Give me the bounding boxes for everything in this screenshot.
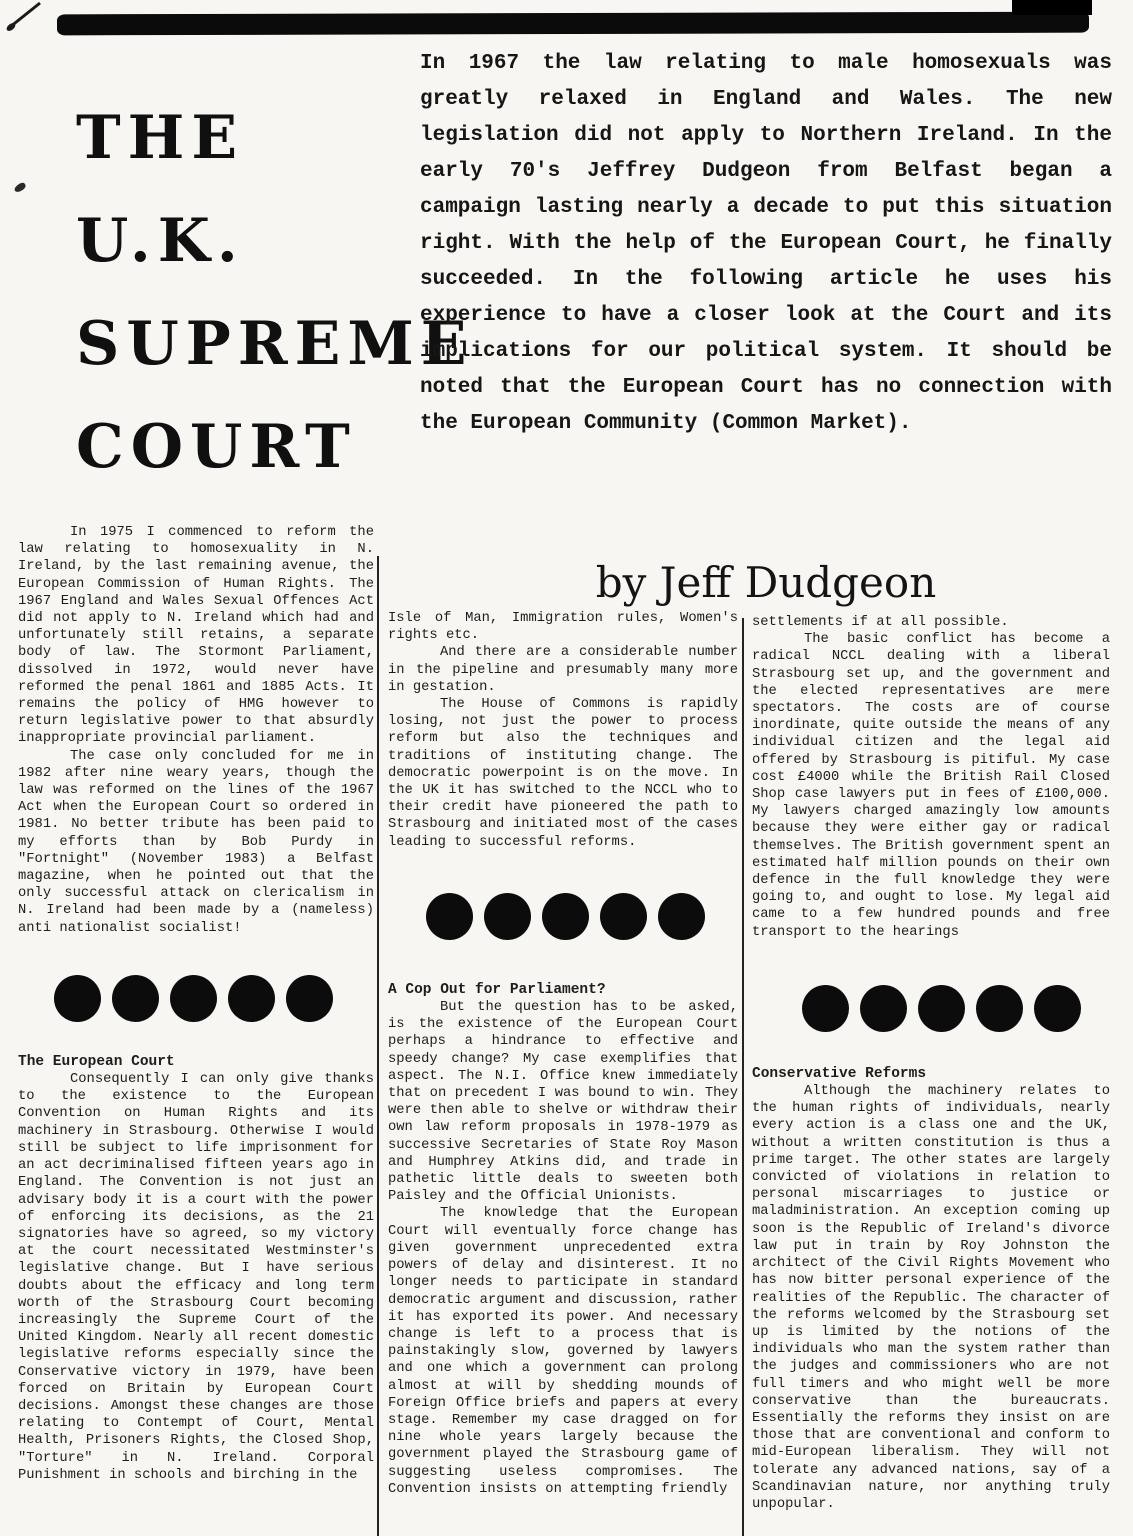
column-middle: [388, 610, 738, 1498]
section-heading-conservative-reforms: Conservative Reforms: [752, 1065, 927, 1082]
section-heading-european-court: The European Court: [18, 1053, 175, 1070]
paragraph: settlements if at all possible.: [752, 615, 1009, 630]
paragraph: The case only concluded for me in 1982 after nine weary years, though the law was reformed on the lines of the 1967 Act when the European Court so ordered in 1981. No better tribute has been paid to my efforts than by Bob Purdy in "Fortnight" (November 1983) a Belfast magazine, when he pointed out that the only successful attack on clericalism in N. Ireland had been made by a (nameless) anti nationalist socialist!: [18, 748, 374, 936]
paragraph: The basic conflict has become a radical NCCL dealing with a liberal Strasbourg set up, and the government and the elected representatives are mere spectators. The costs are of course inordinate, quite outside the means of any individual citizen and the legal aid offered by Strasbourg is pitiful. My case cost £4000 while the British Rail Closed Shop case lawyers put in fees of £100,000. My lawyers charged amazingly low amounts because they were either gay or radical themselves. The British government spent an estimated half million pounds on their own defence in the full knowledge they were going to, and ought to lose. My legal aid came to a few hundred pounds and free transport to the hearings: [752, 632, 1110, 940]
paragraph: Although the machinery relates to the human rights of individuals, nearly every action is a class one and the UK, without a written constitution is thus a prime target. The other states are largely convicted of violations in relation to personal miscarriages to justice or maladministration. An exception coming up soon is the Republic of Ireland's divorce law put in train by Roy Johnston the architect of the Civil Rights Movement who has now bitter personal experience of the realities of the Republic. The character of the reforms welcomed by the Strasbourg set up is limited by the notions of the individuals who man the system rather than the judges and commissioners who are not full timers and who might well be more conservative than the bureaucrats. Essentially the reforms they insist on are those that are conventional and conform to mid-European liberalism. They will not tolerate any advanced nations, say of a Scandinavian nature, nor anything truly unpopular.: [752, 1084, 1110, 1512]
dot: [600, 893, 647, 940]
pen-stroke-mark: [2, 0, 46, 34]
column-right: [752, 614, 1110, 1513]
paragraph: Isle of Man, Immigration rules, Women's rights etc.: [388, 611, 738, 644]
title-line-uk: U.K.: [76, 206, 245, 276]
column-divider-right: [742, 618, 744, 1536]
dots-divider: [426, 893, 738, 940]
dot: [228, 975, 275, 1022]
title-line-the: THE: [76, 103, 245, 173]
dot: [918, 985, 965, 1032]
article-title: [76, 102, 474, 514]
paragraph: The House of Commons is rapidly losing, not just the power to process reform but also the techniques and traditions of instituting change. The democratic powerpoint is on the move. In the UK it has switched to the NCCL who to their credit have pioneered the path to Strasbourg and initiated most of the cases leading to successful reforms.: [388, 697, 738, 850]
dot: [1034, 985, 1081, 1032]
ink-blot-mark: [13, 181, 27, 193]
dot: [112, 975, 159, 1022]
dot: [484, 893, 531, 940]
dot: [54, 975, 101, 1022]
dot: [426, 893, 473, 940]
paragraph: Consequently I can only give thanks to the existence to the European Convention on Human Rights and its machinery in Strasbourg. Otherwise I would still be subject to life imprisonment for an act decriminalised fifteen years ago in England. The Convention is not just an advisary body it is a court with the power of enforcing its decisions, as the 21 signatories have so agreed, so my victory at the court necessitated Westminster's legislative change. But I have serious doubts about the efficacy and long term worth of the Strasbourg Court becoming increasingly the Supreme Court of the United Kingdom. Nearly all recent domestic legislative reforms especially since the Conservative victory in 1979, have been forced on Britain by European Court decisions. Amongst these changes are those relating to Contempt of Court, Mental Health, Prisoners Rights, the Closed Shop, "Torture" in N. Ireland. Corporal Punishment in schools and birching in the: [18, 1072, 374, 1483]
dot: [976, 985, 1023, 1032]
paragraph: And there are a considerable number in the pipeline and presumably many more in gestation.: [388, 645, 738, 695]
column-left: [18, 524, 374, 1484]
section-heading-cop-out: A Cop Out for Parliament?: [388, 981, 606, 998]
intro-paragraph: In 1967 the law relating to male homosexuals was greatly relaxed in England and Wales. The new legislation did not apply to Northern Ireland. In the early 70's Jeffrey Dudgeon from Belfast began a campaign lasting nearly a decade to put this situation right. With the help of the European Court, he finally succeeded. In the following article he uses his experience to have a closer look at the Court and its implications for our political system. It should be noted that the European Court has no connection with the European Community (Common Market).: [420, 52, 1112, 435]
paragraph: But the question has to be asked, is the existence of the European Court perhaps a hindrance to effective and speedy change? My case exemplifies that aspect. The N.I. Office knew immediately that on precedent I was bound to win. They were then able to shelve or withdraw their own law reform proposals in 1978-1979 as successive Secretaries of State Roy Mason and Humphrey Atkins did, and trade in pathetic little deals to sweeten both Paisley and the Official Unionists.: [388, 1000, 738, 1205]
title-line-supreme: SUPREME: [76, 309, 474, 379]
dot: [658, 893, 705, 940]
dot: [860, 985, 907, 1032]
paragraph: The knowledge that the European Court will eventually force change has given government unprecedented extra powers of delay and disinterest. It no longer needs to participate in standard democratic argument and discussion, rather it has exported its power. And necessary change is left to a process that is painstakingly slow, governed by lawyers and one which a government can prolong almost at will by shedding mounds of Foreign Office briefs and papers at every stage. Remember my case dragged on for nine whole years largely because the government played the Strasbourg game of suggesting useless compromises. The Convention insists on attempting friendly: [388, 1206, 738, 1497]
dot: [286, 975, 333, 1022]
dot: [170, 975, 217, 1022]
dot: [802, 985, 849, 1032]
column-divider-left: [377, 556, 379, 1536]
title-line-court: COURT: [76, 412, 357, 482]
dot: [542, 893, 589, 940]
paragraph: In 1975 I commenced to reform the law relating to homosexuality in N. Ireland, by the last remaining avenue, the European Commission of Human Rights. The 1967 England and Wales Sexual Offences Act did not apply to N. Ireland which had and unfortunately still retains, a separate body of law. The Stormont Parliament, dissolved in 1972, would never have reformed the penal 1861 and 1885 Acts. It remains the policy of HMG however to return legislative power to that absurdly inappropriate provincial parliament.: [18, 525, 374, 747]
dots-divider: [802, 985, 1110, 1032]
dots-divider: [54, 975, 374, 1022]
byline: by Jeff Dudgeon: [595, 558, 937, 607]
scan-corner-mark: [1012, 0, 1092, 15]
scan-top-bar: [57, 12, 1089, 36]
